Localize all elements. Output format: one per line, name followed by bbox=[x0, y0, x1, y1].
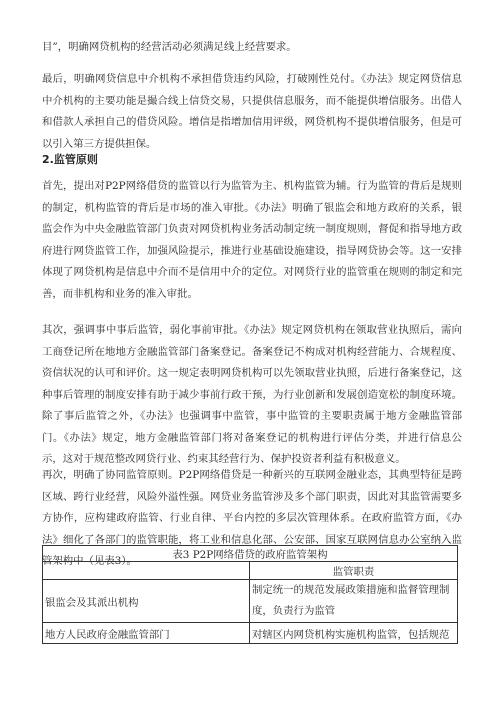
paragraph-first: 首先，提出对P2P网络借贷的监管以行为监管为主、机构监管为辅。行为监管的背后是规则的制定，机构监管的背后是市场的准入审批。《办法》明确了银监会和地方政府的关系，银监会作为中央金融监管部门负责对网贷机构业务活动制定统一制度规则，督促和指导地方政府进行网贷监管工作，加强风险提示，推进行业基础设施建设，指导网贷协会等。这一安排体现了网贷机构是信息中介而不是信用中介的定位。对网贷行业的监管重在规则的制定和完善，而非机构和业务的准入审批。 bbox=[42, 180, 462, 300]
table-header-cell bbox=[43, 562, 250, 580]
section-heading: 2.监管原则 bbox=[42, 153, 98, 166]
table-title: 表3 P2P网络借贷的政府监管架构 bbox=[43, 546, 458, 562]
table-row bbox=[43, 623, 458, 644]
table-cell: 制定统一的规范发展政策措施和监督管理制度，负责行为监管 bbox=[250, 580, 458, 623]
table-row bbox=[43, 580, 458, 623]
table-cell: 银监会及其派出机构 bbox=[43, 580, 250, 623]
paragraph-third: 再次，明确了协同监管原则。P2P网络借贷是一种新兴的互联网金融业态，其典型特征是跨区域、跨行业经营，风险外溢性强。网贷业务监管涉及多个部门职责，因此对其监管需要多方协作，应构建政府监管、行业自律、平台内控的多层次管理体系。在政府监管方面，《办法》细化了各部门的监管职能，将工业和信息化部、公安部、国家互联网信息办公室纳入监管架构中（见表3）。 bbox=[42, 469, 462, 567]
table-header-row bbox=[43, 562, 458, 580]
paragraph-second: 其次，强调事中事后监管，弱化事前审批。《办法》规定网贷机构在领取营业执照后，需向工商登记所在地地方金融监管部门备案登记。备案登记不构成对机构经营能力、合规程度、资信状况的认可和评价。这一规定表明网贷机构可以先领取营业执照，后进行备案登记，这种事后管理的制度安排有助于减少事前行政干预，为行业创新和发展创造宽松的制度环境。除了事后监管之外，《办法》也强调事中监管，事中监管的主要职责属于地方金融监管部门。《办法》规定，地方金融监管部门将对备案登记的机构进行评估分类，并进行信息公示，这对于规范整改网贷行业、约束其经营行为、保护投资者利益有积极意义。 bbox=[42, 324, 462, 465]
table-header-cell: 监管职责 bbox=[250, 562, 458, 580]
paragraph-finally: 最后，明确网贷信息中介机构不承担借贷违约风险，打破刚性兑付。《办法》规定网贷信息中介机构的主要功能是撮合线上信贷交易，只提供信息服务，而不能提供增信服务。出借人和借款人承担自己的借贷风险。增信是指增加信用评级，网贷机构不提供增信服务，但是可以引入第三方提供担保。 bbox=[42, 73, 462, 150]
table-cell: 地方人民政府金融监管部门 bbox=[43, 623, 250, 644]
table-title-row bbox=[43, 546, 458, 562]
paragraph-top-fragment: 目”，明确网贷机构的经营活动必须满足线上经营要求。 bbox=[42, 41, 297, 53]
regulation-table bbox=[42, 545, 458, 644]
table-cell: 对辖区内网贷机构实施机构监管，包括规范 bbox=[250, 623, 458, 644]
